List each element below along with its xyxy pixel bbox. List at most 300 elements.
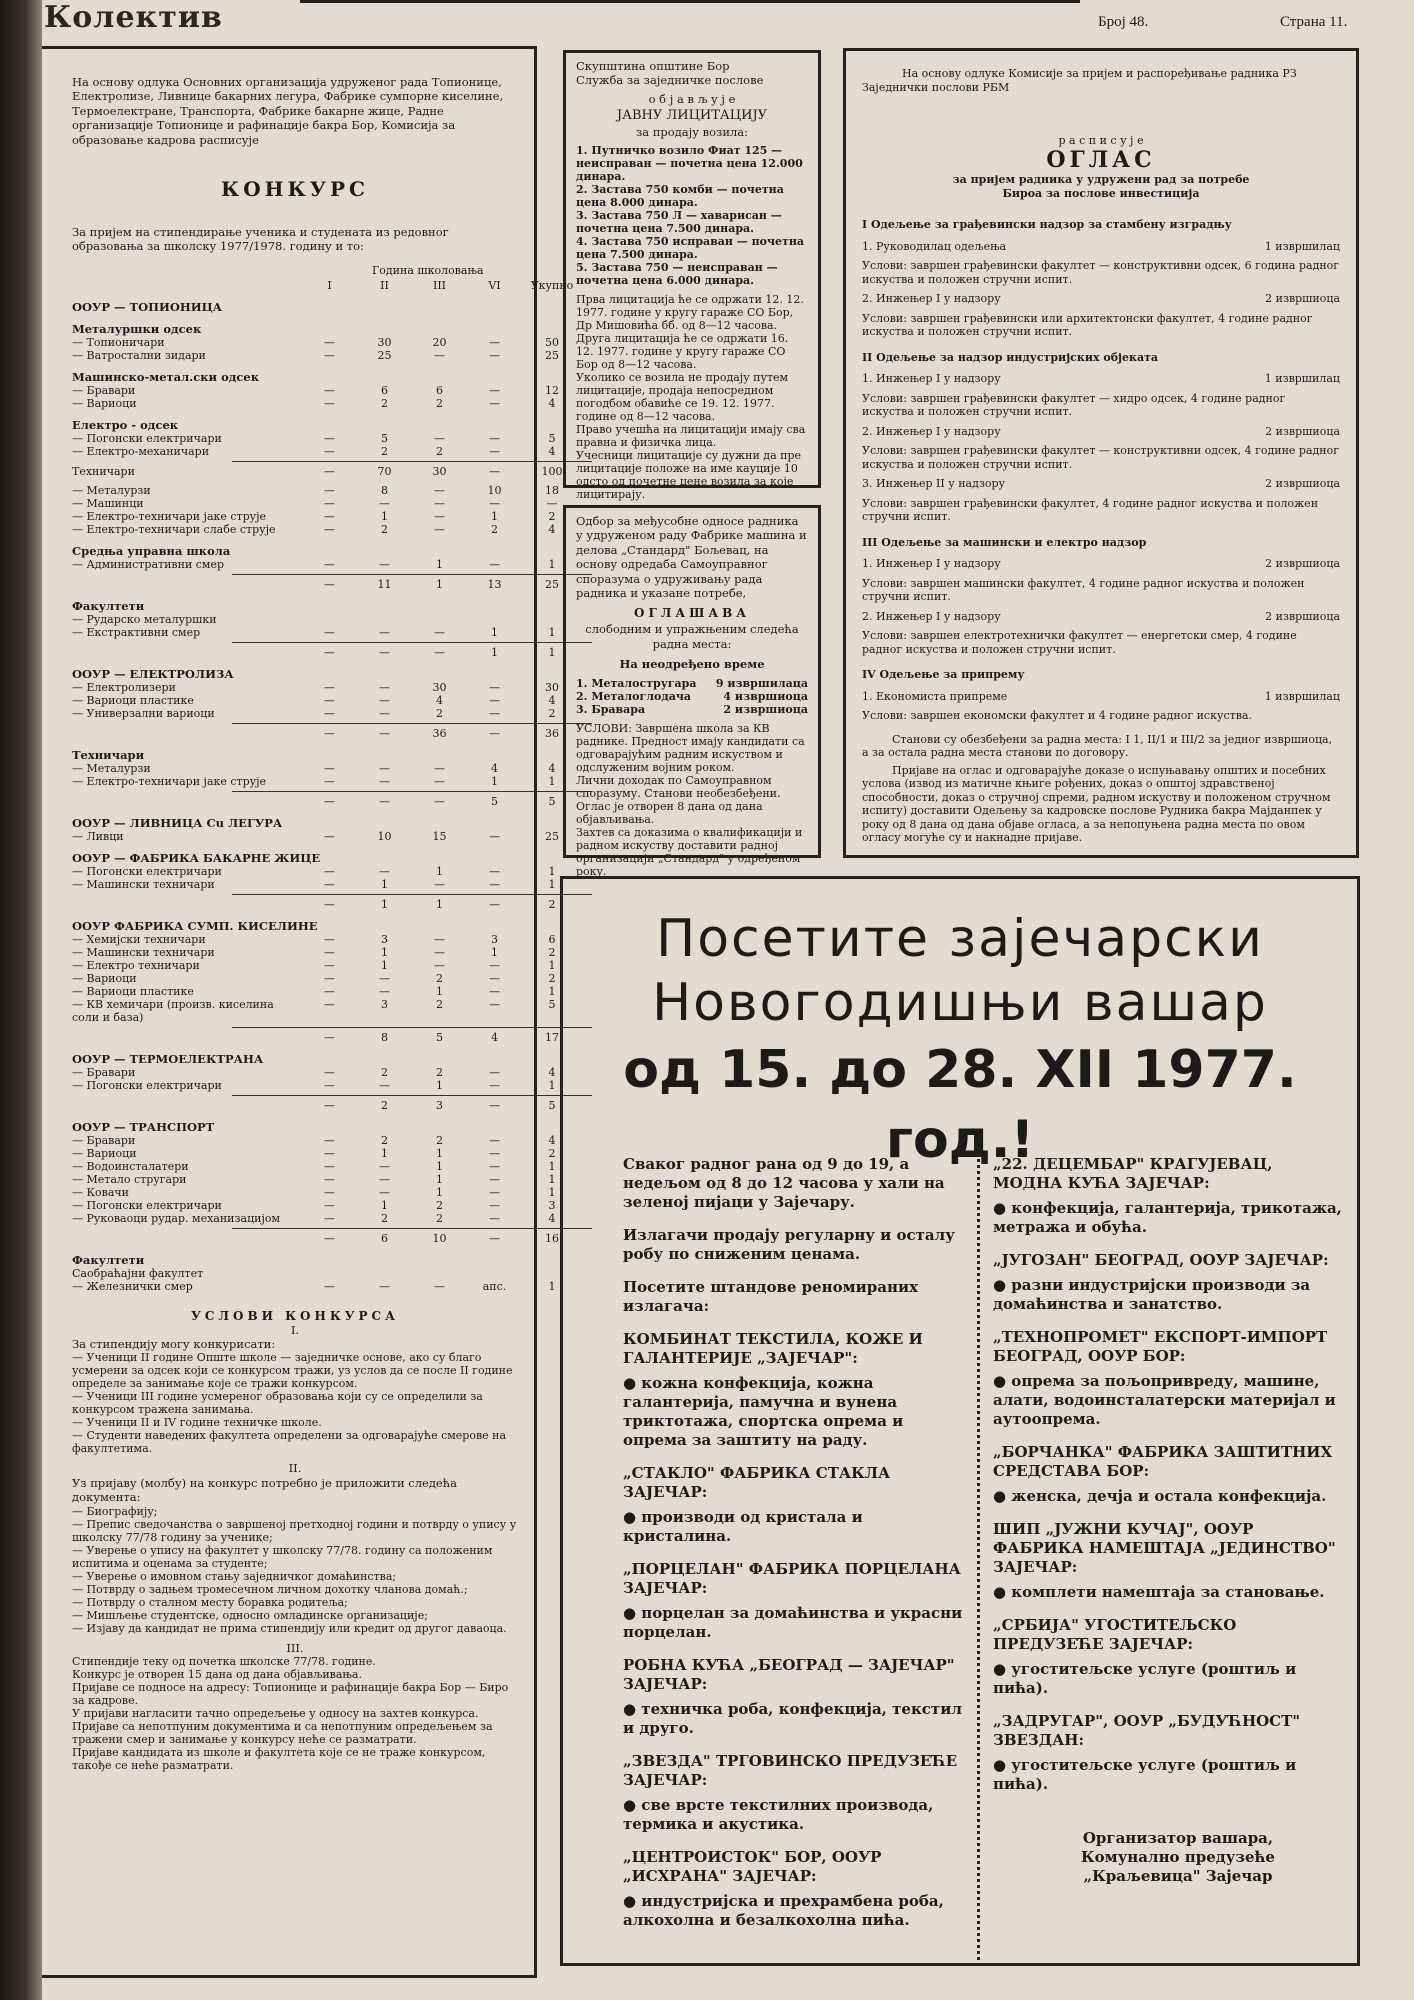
table-row: [72, 431, 556, 445]
table-cell: —: [324, 1198, 335, 1212]
table-section-heading: ООУР — ФАБРИКА БАКАРНЕ ЖИЦЕ: [72, 850, 321, 865]
table-row-label: — Металурзи: [72, 483, 151, 497]
table-cell: —: [489, 383, 500, 397]
table-cell: [357, 1267, 412, 1280]
table-section-heading: Средња управна школа: [72, 543, 231, 558]
conditions-3-number: III.: [286, 1640, 304, 1655]
table-cell: —: [379, 774, 390, 788]
scholarship-table: [72, 299, 563, 1293]
table-cell: 2: [548, 509, 556, 523]
job-count: 4 извршиоца: [723, 690, 808, 704]
table-row-label: — Рударско металуршки: [72, 612, 217, 626]
table-section-heading: ООУР — ЕЛЕКТРОЛИЗА: [72, 666, 234, 681]
table-row: [72, 680, 559, 694]
table-cell: 1: [436, 864, 443, 878]
table-row-label: — Вариоци: [72, 1146, 137, 1160]
table-cell: —: [324, 726, 335, 740]
exhibitor-products: ● разни индустријски производи за домаћинства и занатство.: [993, 1276, 1311, 1313]
document-item: — Препис сведочанства о завршеној претходној години и потврду о упису у школску 77/78 годину за ученике;: [72, 1517, 517, 1544]
table-cell: 5: [381, 431, 388, 445]
job-row: [576, 677, 808, 690]
table-cell: —: [324, 444, 335, 458]
table-cell: —: [324, 761, 335, 775]
table-cell: 2: [491, 522, 498, 536]
licitacija-service: Служба за заједничке послове: [576, 73, 764, 88]
table-row: [72, 864, 556, 878]
oglas-job-conditions: Услови: завршен грађевински или архитектонски факултет, 4 године радног искуства и положен стручни испит.: [862, 311, 1313, 338]
table-cell: 3: [491, 932, 498, 946]
table-row: [72, 557, 556, 571]
table-cell: 2: [436, 1211, 443, 1225]
vasar-headline-1: Посетите зајечарски: [656, 909, 1264, 969]
table-cell: 50: [545, 335, 559, 349]
table-cell: 13: [487, 577, 502, 591]
condition-paragraph: Пријаве се подносе на адресу: Топионице и рафинације бакра Бор — Биро за кадрове.: [72, 1680, 509, 1707]
oglas-job-title: 1. Инжењер I у надзору: [862, 557, 1001, 570]
job-count: 9 извршилаца: [715, 677, 808, 691]
table-cell: 3: [381, 997, 388, 1011]
table-cell: —: [324, 1146, 335, 1160]
document-item: — Уверење о упису на факултет у школску 77/78. годину са положеним испитима и оценама за студенте;: [72, 1543, 493, 1570]
conditions-1-intro: За стипендију могу конкурисати:: [72, 1337, 276, 1351]
table-cell: —: [324, 945, 335, 959]
document-item: — Потврду о сталном месту боравка родитеља;: [72, 1595, 348, 1609]
table-row-label: — Топионичари: [72, 335, 165, 349]
table-section-heading: Електро - одсек: [72, 417, 179, 432]
table-section-heading: ООУР — ЛИВНИЦА Cu ЛЕГУРА: [72, 815, 283, 830]
exhibitor-products: ● опрема за пољопривреду, машине, алати, водоинсталатерски материјал и аутоопрема.: [993, 1372, 1336, 1428]
table-cell: 1: [548, 645, 556, 659]
exhibitor-products: ● угоститељске услуге (роштиљ и пића).: [993, 1756, 1297, 1793]
table-row: [72, 577, 559, 591]
masthead: Колектив: [44, 0, 223, 35]
table-row-label: — Руковаоци рудар. механизацијом: [72, 1211, 281, 1225]
table-row: [72, 897, 556, 911]
oglas-section-heading: II Одељење за надзор индустријских објеката: [862, 350, 1159, 364]
table-cell: —: [324, 431, 335, 445]
oglas-job-count: 1 извршилац: [1264, 239, 1340, 253]
table-cell: 2: [436, 706, 443, 720]
document-item: — Мишљење студентске, односно омладинске организације;: [72, 1608, 428, 1622]
oglas-job-conditions: Услови: завршен грађевински факултет — конструктивни одсек, 6 година радног искуства и положен стручни испит.: [862, 259, 1340, 286]
table-row: [72, 496, 558, 510]
table-cell: [302, 1267, 357, 1280]
table-subtotal-rule: [232, 1027, 592, 1028]
oglas-terms: [862, 733, 1340, 845]
table-cell: —: [324, 680, 335, 694]
table-cell: —: [434, 348, 445, 362]
table-row: [72, 1185, 556, 1199]
table-row: [72, 625, 556, 639]
table-cell: —: [324, 335, 335, 349]
oglas-job-row: [862, 292, 1340, 306]
table-cell: 36: [545, 726, 559, 740]
table-cell: —: [489, 396, 500, 410]
konkurs-subtitle: За пријем на стипендирање ученика и студената из редовног образовања за школску 1977/1978. годину и то:: [72, 224, 449, 254]
licitacija-paragraph: Друга лицитација ће се одржати 16. 12. 1977. године у кругу гараже СО Бор од 8—12 часова.: [576, 331, 789, 371]
table-row-label: [72, 1232, 302, 1245]
table-row: [72, 1267, 518, 1280]
table-section-heading: ООУР — ТРАНСПОРТ: [72, 1119, 215, 1134]
oglas-job-title: 1. Економиста припреме: [862, 689, 1008, 703]
exhibitor-products: ● све врсте текстилних производа, термика и акустика.: [623, 1796, 934, 1833]
exhibitor-name: „СТАКЛО" ФАБРИКА СТАКЛА ЗАЈЕЧАР:: [623, 1464, 891, 1501]
table-cell: —: [489, 1231, 500, 1245]
table-cell: —: [379, 645, 390, 659]
table-cell: 1: [548, 958, 556, 972]
table-cell: 10: [487, 483, 502, 497]
table-cell: —: [489, 496, 500, 510]
table-cell: —: [489, 444, 500, 458]
table-row: [72, 464, 563, 478]
table-row-label: — Ковачи: [72, 1185, 129, 1199]
table-row: [72, 396, 556, 410]
table-cell: 8: [381, 483, 388, 497]
table-row-label: [72, 578, 302, 591]
oglas-job-title: 2. Инжењер I у надзору: [862, 292, 1001, 305]
table-cell: 1: [548, 557, 556, 571]
table-cell: —: [434, 761, 445, 775]
table-cell: 2: [548, 971, 556, 985]
exhibitor-products: ● техничка роба, конфекција, текстил и друго.: [623, 1700, 962, 1737]
exhibitor-name: Излагачи продају регуларну и осталу робу по сниженим ценама.: [623, 1226, 955, 1263]
job-row: [576, 703, 808, 716]
table-cell: 4: [491, 1030, 498, 1044]
table-row: [72, 794, 556, 808]
table-cell: 4: [548, 522, 556, 536]
table-cell: —: [489, 1185, 500, 1199]
table-cell: —: [489, 557, 500, 571]
table-cell: 1: [548, 864, 556, 878]
oglas-paragraph: Станови су обезбеђени за радна места: I 1, II/1 и III/2 за једног извршиоца, а за остала радна места станови по договору.: [862, 732, 1333, 759]
table-cell: —: [489, 864, 500, 878]
table-cell: —: [434, 958, 445, 972]
oglas-job-conditions: Услови: завршен економски факултет и 4 године радног искуства.: [862, 709, 1252, 722]
oglas-job-row: [862, 610, 1340, 624]
standard-paragraph: УСЛОВИ: Завршена школа за КВ раднике. Предност имају кандидати са одговарајућим радним искуством и одслуженим војним роком.: [576, 722, 805, 775]
conditions-title: УСЛОВИ КОНКУРСА: [191, 1308, 399, 1323]
licitacija-paragraph: Учесници лицитације су дужни да пре лицитације положе на име кауције 10 одсто од почетне цене возила за које лицитирају.: [576, 448, 802, 501]
table-section-heading: ООУР — ТЕРМОЕЛЕКТРАНА: [72, 1051, 264, 1066]
table-row: [72, 1172, 556, 1186]
table-cell: 5: [548, 794, 556, 808]
table-cell: —: [324, 1030, 335, 1044]
standard-title: ОГЛАШАВА: [633, 606, 751, 621]
table-cell: —: [434, 625, 445, 639]
exhibitor-products: ● порцелан за домаћинства и украсни порцелан.: [623, 1604, 963, 1641]
table-cell: —: [489, 971, 500, 985]
table-cell: 1: [548, 1172, 556, 1186]
table-cell: 2: [381, 444, 388, 458]
table-row: [72, 483, 559, 497]
table-row: [72, 444, 556, 458]
table-row-label: — Електролизери: [72, 680, 176, 694]
table-cell: —: [434, 645, 445, 659]
table-cell: 6: [548, 932, 556, 946]
table-cell: 1: [548, 625, 556, 639]
table-cell: —: [379, 557, 390, 571]
table-cell: —: [324, 464, 335, 478]
oglas-job-title: 1. Руководилац одељења: [862, 239, 1007, 253]
table-cell: 1: [436, 557, 443, 571]
table-cell: —: [489, 1211, 500, 1225]
table-cell: 5: [491, 794, 498, 808]
licitacija-org: Скупштина општине Бор: [576, 59, 730, 73]
table-cell: —: [379, 761, 390, 775]
table-row: [72, 829, 559, 843]
table-cell: 2: [381, 1065, 388, 1079]
document-item: — Уверење о имовном стању заједничког домаћинства;: [72, 1569, 397, 1583]
vasar-exhibitors-left: [623, 1141, 969, 1930]
table-cell: —: [489, 680, 500, 694]
job-count: 2 извршиоца: [723, 703, 808, 717]
table-cell: —: [324, 483, 335, 497]
table-row-label: — Хемијски техничари: [72, 932, 206, 946]
table-row-label: — Електро-техничари слабе струје: [72, 522, 276, 536]
table-cell: 25: [545, 829, 559, 843]
table-cell: 1: [436, 1159, 443, 1173]
table-cell: 2: [548, 706, 556, 720]
table-cell: 4: [548, 693, 556, 707]
table-cell: 1: [436, 1185, 443, 1199]
table-row: [72, 509, 556, 523]
table-cell: 1: [491, 509, 498, 523]
table-cell: 17: [545, 1030, 559, 1044]
table-section-heading: Факултети: [72, 1252, 145, 1267]
table-cell: —: [489, 335, 500, 349]
table-cell: 2: [548, 897, 556, 911]
table-cell: —: [324, 706, 335, 720]
table-cell: —: [489, 1078, 500, 1092]
table-cell: —: [324, 625, 335, 639]
table-cell: —: [379, 1159, 390, 1173]
table-section-heading: Металуршки одсек: [72, 321, 202, 336]
table-row: [72, 1030, 559, 1044]
exhibitor-name: „ПОРЦЕЛАН" ФАБРИКА ПОРЦЕЛАНА ЗАЈЕЧАР:: [623, 1560, 961, 1597]
table-cell: 1: [548, 1078, 556, 1092]
exhibitor-products: ● угоститељске услуге (роштиљ и пића).: [993, 1660, 1297, 1697]
exhibitor-name: ШИП „ЈУЖНИ КУЧАЈ", ООУР ФАБРИКА НАМЕШТАЈА „ЈЕДИНСТВО" ЗАЈЕЧАР:: [993, 1520, 1336, 1576]
conditions-2-intro: Уз пријаву (молбу) на конкурс потребно је приложити следећа документа:: [72, 1475, 457, 1505]
table-cell: —: [324, 864, 335, 878]
table-cell: 3: [381, 932, 388, 946]
oglas-job-row: [862, 240, 1340, 254]
exhibitor-name: „СРБИЈА" УГОСТИТЕЉСКО ПРЕДУЗЕЋЕ ЗАЈЕЧАР:: [993, 1616, 1237, 1653]
table-subtotal-rule: [232, 1095, 592, 1096]
table-cell: —: [379, 1172, 390, 1186]
exhibitor-products: ● комплети намештаја за становање.: [993, 1583, 1325, 1601]
table-cell: —: [489, 464, 500, 478]
table-cell: 1: [381, 1198, 388, 1212]
table-cell: [302, 613, 357, 626]
oglas-section-heading: I Одељење за грађевински надзор за стамбену изградњу: [862, 218, 1232, 231]
table-cell: 6: [436, 383, 443, 397]
table-cell: 12: [545, 383, 559, 397]
exhibitor-name: РОБНА КУЋА „БЕОГРАД — ЗАЈЕЧАР" ЗАЈЕЧАР:: [623, 1656, 955, 1693]
table-cell: —: [489, 706, 500, 720]
table-cell: —: [489, 1098, 500, 1112]
table-section-heading: Факултети: [72, 598, 145, 613]
table-row: [72, 1211, 556, 1225]
table-row-label: — Електро техничари: [72, 958, 200, 972]
table-row: [72, 348, 559, 362]
table-row-label: — Бравари: [72, 383, 136, 397]
table-cell: —: [324, 1279, 335, 1293]
table-row-label: [72, 1099, 302, 1112]
licitacija-terms: [576, 293, 808, 501]
table-cell: 1: [548, 774, 556, 788]
vehicle-item: 4. Застава 750 исправан — почетна цена 7.500 динара.: [576, 234, 805, 261]
table-cell: —: [324, 396, 335, 410]
licitacija-subtitle: за продају возила:: [635, 125, 749, 140]
standard-terms: [576, 722, 808, 878]
table-row-label: — Погонски електричари: [72, 431, 222, 445]
table-cell: 20: [432, 335, 447, 349]
table-cell: 2: [381, 1133, 388, 1147]
table-cell: 25: [545, 348, 559, 362]
standard-subtitle: слободним и упражњеним следећа радна места:: [585, 622, 799, 651]
oglas-title: ОГЛАС: [1046, 146, 1156, 173]
licitacija-paragraph: Право учешћа на лицитацији имају сва правна и физичка лица.: [576, 422, 806, 449]
table-cell: —: [324, 693, 335, 707]
licitacija-announces: о б ј а в љ у ј е: [648, 91, 736, 106]
table-cell: 1: [436, 897, 443, 911]
table-row: [72, 1146, 556, 1160]
table-cell: 3: [436, 1098, 443, 1112]
table-cell: —: [379, 971, 390, 985]
table-cell: 1: [381, 945, 388, 959]
table-cell: —: [489, 431, 500, 445]
table-cell: 2: [381, 522, 388, 536]
table-cell: 5: [436, 1030, 443, 1044]
job-name: 3. Бравара: [576, 703, 646, 717]
table-cell: —: [324, 877, 335, 891]
licitacija-title: ЈАВНУ ЛИЦИТАЦИЈУ: [616, 108, 768, 124]
table-cell: 5: [548, 1098, 556, 1112]
konkurs-title: КОНКУРС: [221, 176, 369, 201]
table-cell: 25: [545, 577, 559, 591]
table-subtotal-rule: [232, 461, 592, 462]
job-row: [576, 690, 808, 703]
table-row: [72, 693, 556, 707]
table-cell: —: [324, 1133, 335, 1147]
table-row: [72, 971, 556, 985]
table-cell: —: [324, 997, 335, 1011]
table-row-label: [72, 646, 302, 659]
table-cell: —: [489, 693, 500, 707]
table-row-label: — Водоинсталатери: [72, 1159, 189, 1173]
table-cell: —: [489, 726, 500, 740]
table-cell: 1: [548, 877, 556, 891]
vasar-box: [560, 876, 1360, 1966]
table-cell: 2: [548, 1146, 556, 1160]
table-cell: 1: [548, 1159, 556, 1173]
licitacija-paragraph: Уколико се возила не продају путем лицитације, продаја непосредном погодбом обавиће се 19. 12. 1977. године од 8—12 часова.: [576, 370, 789, 423]
vehicle-list: [576, 144, 808, 287]
table-cell: —: [324, 794, 335, 808]
table-cell: 25: [377, 348, 392, 362]
table-row: [72, 1231, 559, 1245]
table-cell: 2: [436, 971, 443, 985]
table-cell: 1: [548, 984, 556, 998]
table-cell: 8: [381, 1030, 388, 1044]
table-row: [72, 1098, 556, 1112]
table-cell: —: [379, 864, 390, 878]
table-row-label: — Машински техничари: [72, 877, 215, 891]
column-headers: I II III VI Укупно: [327, 278, 574, 292]
standard-paragraph: Оглас је отворен 8 дана од дана објављивања.: [576, 800, 763, 827]
exhibitor-name: КОМБИНАТ ТЕКСТИЛА, КОЖЕ И ГАЛАНТЕРИЈЕ „ЗАЈЕЧАР":: [623, 1330, 923, 1367]
conditions-1-number: I.: [290, 1322, 300, 1337]
table-cell: —: [379, 1185, 390, 1199]
licitacija-box: [563, 50, 821, 501]
oglas-job-row: [862, 425, 1340, 439]
table-cell: 4: [548, 1065, 556, 1079]
oglas-announces: р а с п и с у ј е: [1058, 134, 1144, 147]
table-cell: 1: [491, 774, 498, 788]
book-binding: [0, 0, 42, 2000]
table-cell: —: [489, 984, 500, 998]
oglas-job-row: [862, 477, 1340, 491]
oglas-job-title: 3. Инжењер II у надзору: [862, 477, 1006, 490]
table-row-label: — Електро-техничари јаке струје: [72, 509, 267, 523]
oglas-sections: [862, 218, 1340, 723]
vasar-headline-2: Новогодишњи вашар: [652, 973, 1268, 1033]
table-cell: 36: [432, 726, 447, 740]
table-cell: —: [489, 997, 500, 1011]
condition-paragraph: Конкурс је отворен 15 дана од дана објављивања.: [72, 1667, 362, 1681]
oglas-section-heading: IV Одељење за припрему: [862, 668, 1025, 681]
oglas-job-count: 1 извршилац: [1264, 689, 1340, 703]
oglas-section-heading: III Одељење за машински и електро надзор: [862, 535, 1147, 549]
condition-paragraph: Пријаве са непотпуним документима и са непотпуним опредељењем за тражени смер и занимање у конкурсу неће се разматрати.: [72, 1719, 493, 1746]
table-cell: 11: [377, 577, 392, 591]
table-cell: 4: [548, 396, 556, 410]
table-cell: 1: [491, 945, 498, 959]
table-row-label: Техничари: [72, 464, 135, 478]
table-row: [72, 1159, 556, 1173]
table-cell: 2: [436, 997, 443, 1011]
table-cell: —: [489, 348, 500, 362]
table-cell: [412, 613, 467, 626]
table-cell: 1: [436, 1146, 443, 1160]
oglas-job-row: [862, 690, 1340, 704]
table-row-label: — Погонски електричари: [72, 1078, 222, 1092]
table-row-label: — Вариоци: [72, 396, 137, 410]
condition-paragraph: У пријави нагласити тачно опредељење у односу на захтев конкурса.: [72, 1706, 479, 1720]
exhibitor-products: ● производи од кристала и кристалина.: [623, 1508, 863, 1545]
table-cell: —: [379, 693, 390, 707]
vasar-organizer: Организатор вашара, Комунално предузеће „Краљевица" Зајечар: [1081, 1829, 1275, 1885]
table-cell: 1: [548, 1279, 556, 1293]
table-cell: —: [379, 680, 390, 694]
table-row-label: [72, 1031, 302, 1044]
standard-paragraph: Лични доходак по Самоуправном споразуму. Станови необезбеђени.: [576, 774, 781, 801]
vehicle-item: 1. Путничко возило Фиат 125 — неисправан — почетна цена 12.000 динара.: [576, 143, 803, 183]
table-cell: [357, 613, 412, 626]
oglas-job-count: 2 извршиоца: [1265, 609, 1340, 623]
page-number: Страна 11.: [1280, 14, 1348, 30]
table-row: [72, 945, 556, 959]
oglas-job-count: 2 извршиоца: [1265, 477, 1340, 490]
table-cell: —: [489, 1146, 500, 1160]
table-row-label: — Електро-механичари: [72, 444, 210, 458]
vehicle-item: 5. Застава 750 — неисправан — почетна цена 6.000 динара.: [576, 260, 778, 287]
issue-number: Број 48.: [1098, 14, 1149, 30]
table-row-label: — Вариоци: [72, 971, 137, 985]
exhibitor-name: „ЗАДРУГАР", ООУР „БУДУЋНОСТ" ЗВЕЗДАН:: [993, 1712, 1301, 1749]
condition-paragraph: Пријаве кандидата из школе и факултета које се не траже конкурсом, такође се неће разматрати.: [72, 1745, 486, 1772]
